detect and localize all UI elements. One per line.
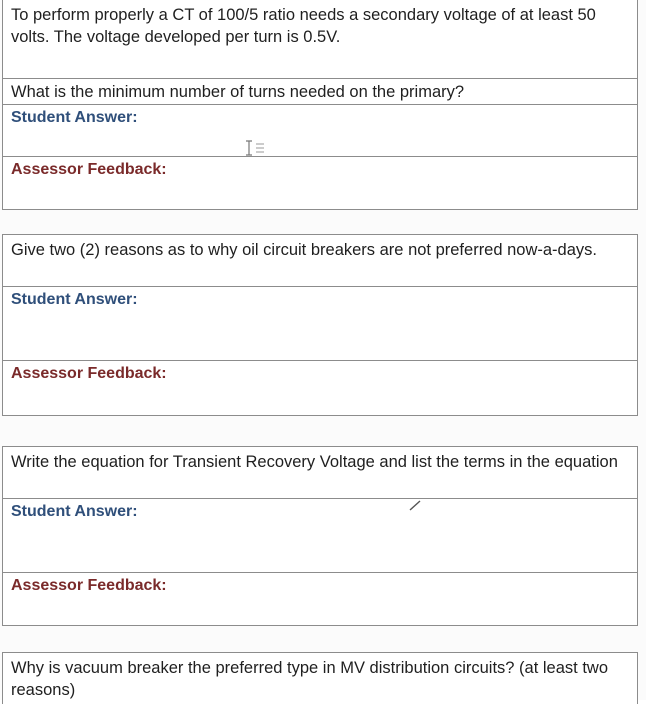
- student-answer-label: Student Answer:: [11, 503, 138, 520]
- question-3-text: Write the equation for Transient Recovery Voltage and list the terms in the equation: [11, 453, 618, 471]
- question-1-subprompt: [2, 78, 638, 104]
- student-answer-label: Student Answer:: [11, 291, 138, 308]
- question-3-student-answer[interactable]: [2, 498, 638, 572]
- assessor-feedback-label: Assessor Feedback:: [11, 365, 167, 382]
- question-3-assessor-feedback[interactable]: [2, 572, 638, 626]
- pen-mark-icon: [408, 499, 422, 511]
- question-1-assessor-feedback[interactable]: [2, 156, 638, 210]
- question-2-assessor-feedback[interactable]: [2, 360, 638, 416]
- question-3-prompt: [2, 446, 638, 498]
- student-answer-label: Student Answer:: [11, 109, 138, 126]
- text-cursor-icon: [243, 139, 267, 157]
- question-2-prompt: [2, 234, 638, 286]
- question-1-prompt: [2, 0, 638, 78]
- question-2-text: Give two (2) reasons as to why oil circuit breakers are not preferred now-a-days.: [11, 241, 597, 259]
- question-1-text: To perform properly a CT of 100/5 ratio needs a secondary voltage of at least 50 volts. The voltage developed per turn is 0.5V.: [11, 6, 596, 46]
- question-1-student-answer[interactable]: [2, 104, 638, 156]
- assessor-feedback-label: Assessor Feedback:: [11, 577, 167, 594]
- question-4-prompt: [2, 652, 638, 704]
- assessor-feedback-label: Assessor Feedback:: [11, 161, 167, 178]
- question-2-student-answer[interactable]: [2, 286, 638, 360]
- question-4-text: Why is vacuum breaker the preferred type in MV distribution circuits? (at least two reasons): [11, 659, 608, 699]
- question-1-subtext: What is the minimum number of turns needed on the primary?: [11, 83, 465, 101]
